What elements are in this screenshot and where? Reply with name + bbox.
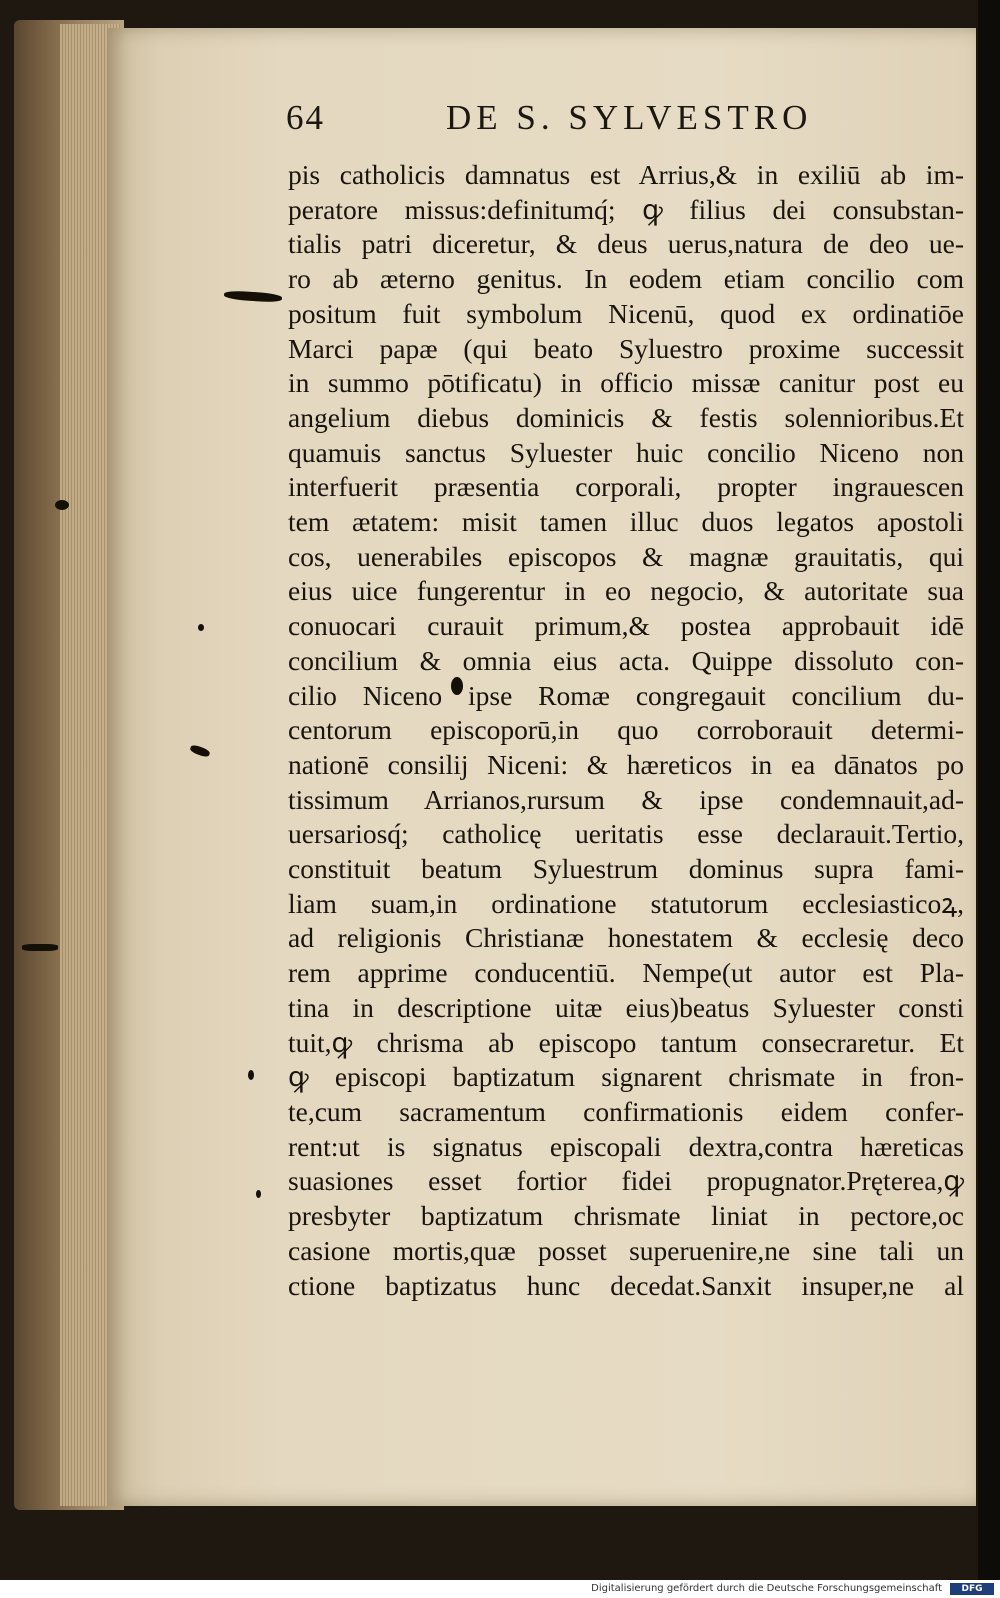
text-line: cos, uenerabiles episcopos & magnæ grauitatis, qui (288, 540, 964, 572)
dfg-logo: DFG (950, 1583, 994, 1595)
text-line: centorum episcoporū,in quo corroborauit determi- (288, 714, 964, 746)
text-line: Marci papæ (qui beato Syluestro proxime successit (288, 332, 964, 364)
text-line: rem apprime conducentiū. Nempe(ut autor est Pla- (288, 957, 964, 989)
margin-dot-mark (256, 1190, 261, 1198)
text-line: quamuis sanctus Syluester huic concilio Niceno non (288, 436, 964, 468)
facing-page-edge (978, 0, 1000, 1580)
text-line: positum fuit symbolum Nicenū, quod ex ordinatiōe (288, 297, 964, 329)
text-line: ro ab æterno genitus. In eodem etiam concilio com (288, 263, 964, 295)
text-line: ctione baptizatus hunc decedat.Sanxit insuper,ne al (288, 1269, 964, 1301)
text-line: peratore missus:definitumq́; ꝙ filius dei consubstan- (288, 193, 964, 225)
margin-stroke-mark (22, 944, 58, 951)
text-line: liam suam,in ordinatione statutorum ecclesiasticoꝝ, (288, 887, 964, 919)
margin-dot-mark (198, 624, 204, 631)
text-line: uersariosq́; catholicę ueritatis esse declarauit.Tertio, (288, 818, 964, 850)
text-line: tem ætatem: misit tamen illuc duos legatos apostoli (288, 506, 964, 538)
text-line: tissimum Arrianos,rursum & ipse condemnauit,ad- (288, 783, 964, 815)
running-head: DE S. SYLVESTRO (446, 98, 813, 137)
text-line: tuit,ꝙ chrisma ab episcopo tantum consecraretur. Et (288, 1026, 964, 1058)
footer-credit: Digitalisierung gefördert durch die Deutsche Forschungsgemeinschaft (591, 1583, 942, 1594)
footer-bar (0, 1580, 1000, 1598)
text-line: suasiones esset fortior fidei propugnator.Pręterea,ꝙ (288, 1165, 964, 1197)
text-line: nationē consilij Niceni: & hæreticos in ea dānatos po (288, 748, 964, 780)
margin-dot-mark (248, 1070, 254, 1080)
text-block (288, 158, 964, 1303)
text-line: conuocari curauit primum,& postea approbauit idē (288, 610, 964, 642)
text-line: concilium & omnia eius acta. Quippe dissoluto con- (288, 644, 964, 676)
text-line: tina in descriptione uitæ eius)beatus Syluester consti (288, 991, 964, 1023)
text-line: ꝙ episcopi baptizatum signarent chrismate in fron- (288, 1061, 964, 1093)
text-line: pis catholicis damnatus est Arrius,& in exiliū ab im- (288, 159, 964, 190)
text-line: angelium diebus dominicis & festis solennioribus.Et (288, 401, 964, 433)
text-line: tialis patri diceretur, & deus uerus,natura de deo ue- (288, 228, 964, 260)
text-line: ad religionis Christianæ honestatem & ecclesię deco (288, 922, 964, 954)
text-line: interfuerit præsentia corporali, propter ingrauescen (288, 471, 964, 503)
text-line: te,cum sacramentum confirmationis eidem confer- (288, 1095, 964, 1127)
page-number: 64 (286, 98, 325, 137)
text-line: cilio Niceno ipse Romæ congregauit concilium du- (288, 679, 964, 711)
text-line: eius uice fungerentur in eo negocio, & autoritate sua (288, 575, 964, 607)
text-line: rent:ut is signatus episcopali dextra,contra hæreticas (288, 1130, 964, 1162)
text-line: casione mortis,quæ posset superuenire,ne sine tali un (288, 1234, 964, 1266)
margin-dot-mark (55, 500, 69, 510)
text-line: constituit beatum Syluestrum dominus supra fami- (288, 853, 964, 885)
page-header (286, 98, 886, 142)
text-line: in summo pōtificatu) in officio missæ canitur post eu (288, 367, 964, 399)
text-line: presbyter baptizatum chrismate liniat in pectore,oc (288, 1200, 964, 1232)
